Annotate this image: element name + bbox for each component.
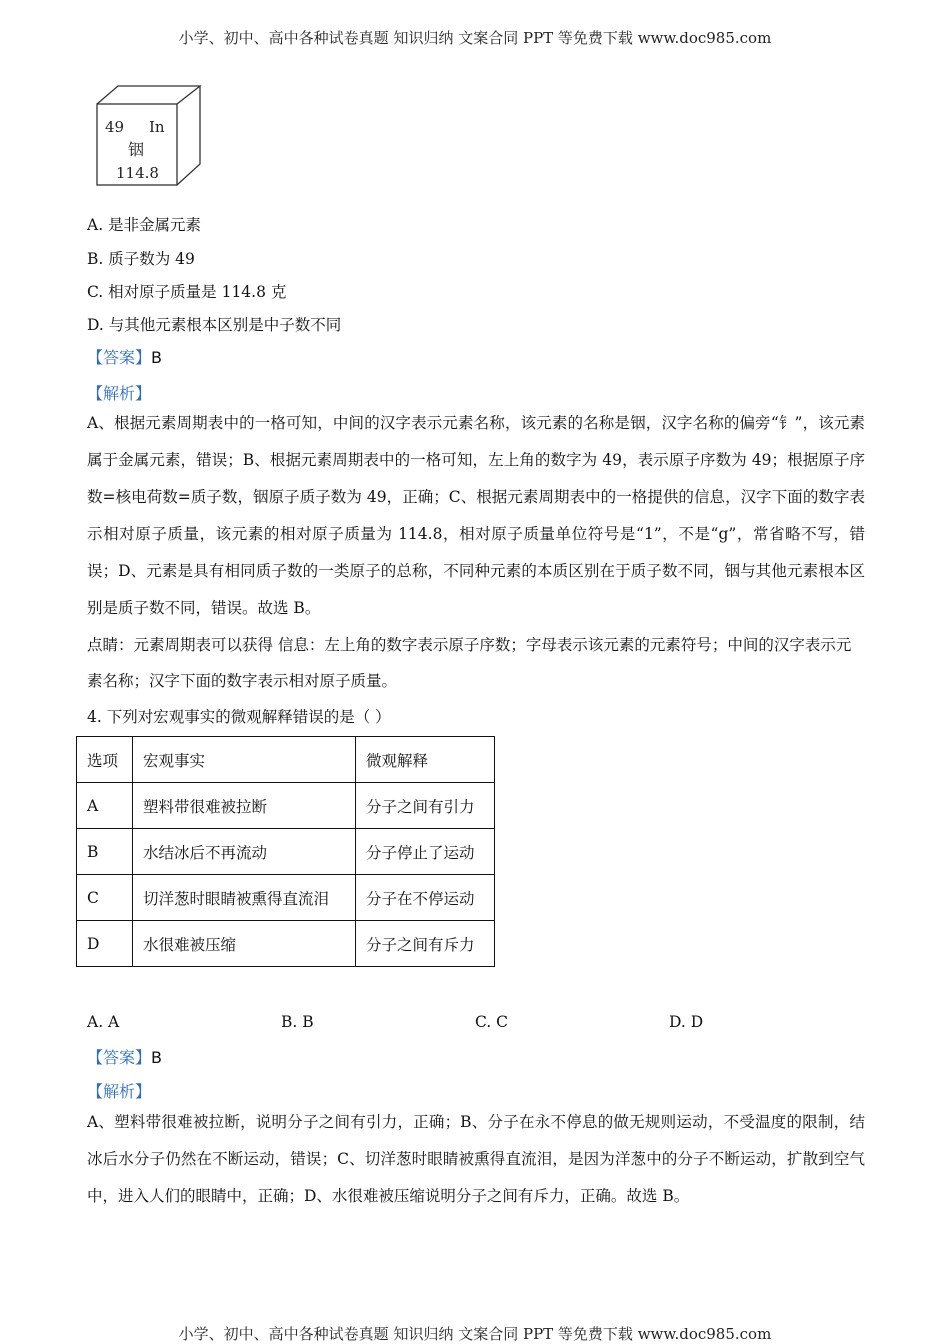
answer-value: B bbox=[151, 1048, 162, 1067]
q4-choice-c: C. C bbox=[475, 1013, 509, 1031]
q3-analysis-tag: 【解析】 bbox=[87, 384, 152, 403]
table-cell: 分子在不停运动 bbox=[356, 875, 495, 921]
q4-choice-d: D. D bbox=[669, 1013, 704, 1031]
q4-analysis: A、塑料带很难被拉断，说明分子之间有引力，正确；B、分子在永不停息的做无规则运动，不受温度的限制，结冰后水分子仍然在不断运动，错误；C、切洋葱时眼睛被熏得直流泪，是因为洋葱中的分子不断运动，扩散到空气中，进入人们的眼睛中，正确；D、水很难被压缩说明分子之间有斥力，正确。故选 B。 bbox=[87, 1113, 865, 1205]
table-cell: 塑料带很难被拉断 bbox=[133, 783, 356, 829]
q3-analysis: A、根据元素周期表中的一格可知，中间的汉字表示元素名称，该元素的名称是铟，汉字名称的偏旁“钅”，该元素属于金属元素，错误；B、根据元素周期表中的一格可知，左上角的数字为 49，表示原子序数为 49；根据原子序数=核电荷数=质子数，铟原子质子数为 49，正确；C、根据元素周期表中的一格提供的信息，汉字下面的数字表示相对原子质量，该元素的相对原子质量为 114.8，相对原子质量单位符号是“1”，不是“g”，常省略不写，错误；D、元素是具有相同质子数的一类原子的总称，不同种元素的本质区别在于质子数不同，铟与其他元素根本区别是质子数不同，错误。故选 B。 bbox=[87, 414, 865, 617]
q4-analysis-tag: 【解析】 bbox=[87, 1082, 152, 1101]
element-number: 49 bbox=[105, 118, 125, 136]
q3-note: 点睛：元素周期表可以获得 信息：左上角的数字表示原子序数；字母表示该元素的元素符号；中间的汉字表示元素名称；汉字下面的数字表示相对原子质量。 bbox=[87, 636, 852, 690]
q4-choice-b: B. B bbox=[281, 1013, 314, 1031]
table-cell: 分子之间有斥力 bbox=[356, 921, 495, 967]
element-name: 铟 bbox=[128, 140, 145, 159]
table-row bbox=[77, 875, 495, 921]
table-header-cell: 微观解释 bbox=[356, 737, 495, 783]
q3-answer bbox=[87, 345, 162, 368]
table-header-cell: 宏观事实 bbox=[133, 737, 356, 783]
table-header-row bbox=[77, 737, 495, 783]
table-row bbox=[77, 783, 495, 829]
answer-tag: 【答案】 bbox=[87, 348, 152, 367]
table-cell: 水很难被压缩 bbox=[133, 921, 356, 967]
q3-option-a: A. 是非金属元素 bbox=[87, 216, 202, 234]
q3-option-b: B. 质子数为 49 bbox=[87, 250, 195, 268]
page-header: 小学、初中、高中各种试卷真题 知识归纳 文案合同 PPT 等免费下载 www.doc985.com bbox=[178, 29, 772, 47]
table-cell: D bbox=[77, 921, 133, 967]
element-symbol: In bbox=[149, 118, 165, 136]
q4-table bbox=[76, 736, 495, 967]
table-row bbox=[77, 829, 495, 875]
table-cell: 水结冰后不再流动 bbox=[133, 829, 356, 875]
table-row bbox=[77, 921, 495, 967]
table-cell: A bbox=[77, 783, 133, 829]
q3-option-c: C. 相对原子质量是 114.8 克 bbox=[87, 283, 287, 301]
q4-question: 4. 下列对宏观事实的微观解释错误的是（ ） bbox=[87, 708, 391, 726]
answer-tag: 【答案】 bbox=[87, 1048, 152, 1067]
element-cube-figure bbox=[92, 82, 208, 190]
table-cell: 分子停止了运动 bbox=[356, 829, 495, 875]
page-footer: 小学、初中、高中各种试卷真题 知识归纳 文案合同 PPT 等免费下载 www.doc985.com bbox=[178, 1325, 772, 1343]
q4-choice-a: A. A bbox=[87, 1013, 120, 1031]
table-cell: B bbox=[77, 829, 133, 875]
table-cell: 切洋葱时眼睛被熏得直流泪 bbox=[133, 875, 356, 921]
table-header-cell: 选项 bbox=[77, 737, 133, 783]
table-cell: 分子之间有引力 bbox=[356, 783, 495, 829]
answer-value: B bbox=[151, 348, 162, 367]
element-mass: 114.8 bbox=[116, 164, 159, 182]
table-cell: C bbox=[77, 875, 133, 921]
q3-option-d: D. 与其他元素根本区别是中子数不同 bbox=[87, 316, 342, 334]
q4-answer bbox=[87, 1045, 162, 1068]
